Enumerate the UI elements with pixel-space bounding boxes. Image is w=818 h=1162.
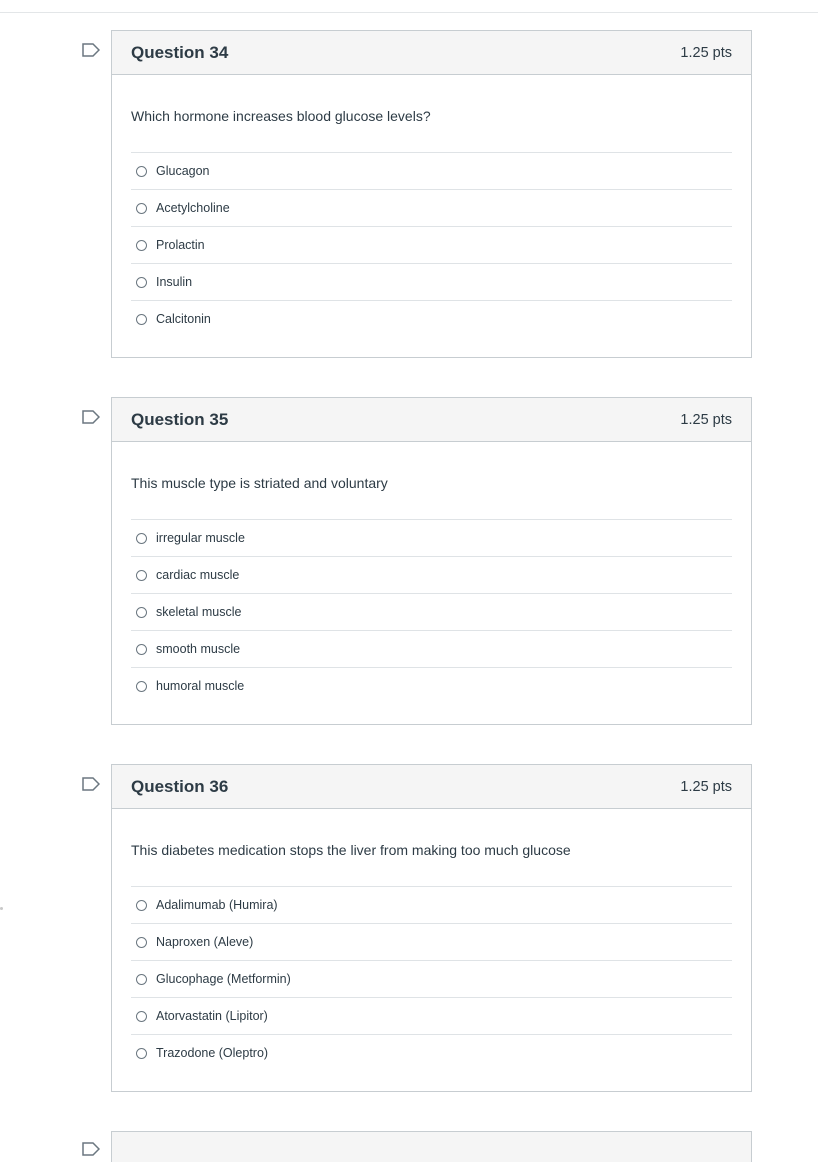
answer-label: Acetylcholine [156, 201, 230, 215]
answer-option[interactable] [131, 998, 732, 1035]
question-card [111, 764, 752, 1092]
answer-label: Glucagon [156, 164, 210, 178]
answer-option[interactable] [131, 668, 732, 704]
question-points: 1.25 pts [680, 778, 732, 795]
answer-option[interactable] [131, 594, 732, 631]
answer-label: Adalimumab (Humira) [156, 898, 278, 912]
answer-label: Insulin [156, 275, 193, 289]
answer-label: smooth muscle [156, 642, 241, 656]
radio-unselected-icon[interactable] [136, 937, 147, 948]
question-title: Question 36 [131, 776, 229, 796]
answer-option[interactable] [131, 887, 732, 924]
radio-unselected-icon[interactable] [136, 166, 147, 177]
answer-label: Trazodone (Oleptro) [156, 1046, 269, 1060]
answer-option[interactable] [131, 227, 732, 264]
radio-unselected-icon[interactable] [136, 681, 147, 692]
answer-label: Glucophage (Metformin) [156, 972, 291, 986]
answer-option[interactable] [131, 301, 732, 337]
question-points: 1.25 pts [680, 411, 732, 428]
flag-question-icon[interactable] [82, 1142, 100, 1156]
question-points: 1.25 pts [680, 44, 732, 61]
answer-option[interactable] [131, 557, 732, 594]
answer-option[interactable] [131, 631, 732, 668]
question-card [111, 30, 752, 358]
top-divider [0, 12, 818, 13]
flag-question-icon[interactable] [82, 777, 100, 791]
answer-option[interactable] [131, 520, 732, 557]
answer-option[interactable] [131, 961, 732, 998]
answer-label: cardiac muscle [156, 568, 240, 582]
radio-unselected-icon[interactable] [136, 533, 147, 544]
answer-label: Calcitonin [156, 312, 211, 326]
answer-option[interactable] [131, 153, 732, 190]
question-header [112, 398, 751, 442]
question-header [112, 31, 751, 75]
answer-label: skeletal muscle [156, 605, 242, 619]
answer-label: irregular muscle [156, 531, 245, 545]
answer-label: Naproxen (Aleve) [156, 935, 254, 949]
answer-list [131, 152, 732, 337]
radio-unselected-icon[interactable] [136, 607, 147, 618]
answer-option[interactable] [131, 264, 732, 301]
radio-unselected-icon[interactable] [136, 644, 147, 655]
question-text: Which hormone increases blood glucose levels? [131, 108, 431, 124]
answer-label: Atorvastatin (Lipitor) [156, 1009, 268, 1023]
radio-unselected-icon[interactable] [136, 1011, 147, 1022]
radio-unselected-icon[interactable] [136, 203, 147, 214]
question-title: Question 35 [131, 409, 229, 429]
answer-option[interactable] [131, 1035, 732, 1071]
answer-label: Prolactin [156, 238, 205, 252]
decorative-dot [0, 907, 3, 910]
answer-list [131, 886, 732, 1071]
radio-unselected-icon[interactable] [136, 314, 147, 325]
answer-label: humoral muscle [156, 679, 245, 693]
flag-question-icon[interactable] [82, 410, 100, 424]
radio-unselected-icon[interactable] [136, 900, 147, 911]
radio-unselected-icon[interactable] [136, 277, 147, 288]
question-text: This muscle type is striated and voluntary [131, 475, 388, 491]
answer-list [131, 519, 732, 704]
radio-unselected-icon[interactable] [136, 1048, 147, 1059]
answer-option[interactable] [131, 190, 732, 227]
question-card-partial [111, 1131, 752, 1162]
radio-unselected-icon[interactable] [136, 974, 147, 985]
radio-unselected-icon[interactable] [136, 570, 147, 581]
flag-question-icon[interactable] [82, 43, 100, 57]
question-title: Question 34 [131, 42, 229, 62]
question-text: This diabetes medication stops the liver from making too much glucose [131, 842, 571, 858]
question-header [112, 765, 751, 809]
answer-option[interactable] [131, 924, 732, 961]
radio-unselected-icon[interactable] [136, 240, 147, 251]
question-card [111, 397, 752, 725]
